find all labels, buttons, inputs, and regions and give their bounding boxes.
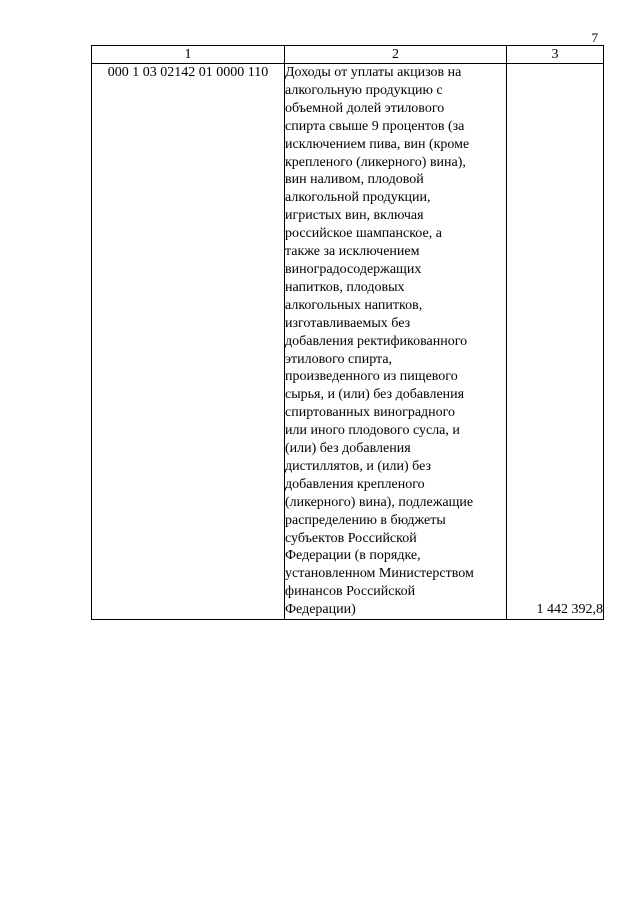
name-line: алкогольной продукции, [285,190,431,206]
name-line: финансов Российской [285,584,416,600]
name-line: этилового спирта, [285,351,393,367]
page-number: 7 [591,30,598,45]
name-line: алкогольных напитков, [285,297,423,313]
name-line: (или) без добавления [285,441,411,457]
name-line: напитков, плодовых [285,279,405,295]
name-line: также за исключением [285,244,420,260]
name-line: сырья, и (или) без добавления [285,387,465,403]
name-line: Доходы от уплаты акцизов на [285,65,462,80]
name-line: добавления крепленого [285,476,425,492]
name-line: установленном Министерством [285,566,474,582]
name-line: спирта свыше 9 процентов (за [285,118,465,134]
amount-cell: 1 442 392,8 [507,64,604,620]
name-line: вин наливом, плодовой [285,172,424,188]
column-header-3: 3 [507,46,604,64]
name-line: виноградосодержащих [285,261,422,277]
name-line: дистиллятов, и (или) без [285,458,432,474]
name-line: Федерации) [285,602,356,618]
name-line: произведенного из пищевого [285,369,458,385]
name-line: спиртованных виноградного [285,405,456,421]
column-header-2: 2 [285,46,507,64]
table-body [92,64,604,620]
name-line: российское шампанское, а [285,226,442,242]
table-row [92,64,604,620]
name-line: (ликерного) вина), подлежащие [285,494,474,510]
revenue-table [91,45,604,620]
name-line: объемной долей этилового [285,100,445,116]
name-line: или иного плодового сусла, и [285,423,460,439]
table-header [92,46,604,64]
column-header-1: 1 [92,46,285,64]
name-line: алкогольную продукцию с [285,82,443,98]
name-line: субъектов Российской [285,530,417,546]
name-line: исключением пива, вин (кроме [285,136,470,152]
header-row [92,46,604,64]
name-line: игристых вин, включая [285,208,424,224]
name-line: изготавливаемых без [285,315,411,331]
name-line: добавления ректификованного [285,333,468,349]
classification-code-cell: 000 1 03 02142 01 0000 110 [92,64,285,620]
name-line: распределению в бюджеты [285,512,446,528]
name-line: Федерации (в порядке, [285,548,421,564]
name-line: крепленого (ликерного) вина), [285,154,466,170]
revenue-name-cell [285,64,507,620]
